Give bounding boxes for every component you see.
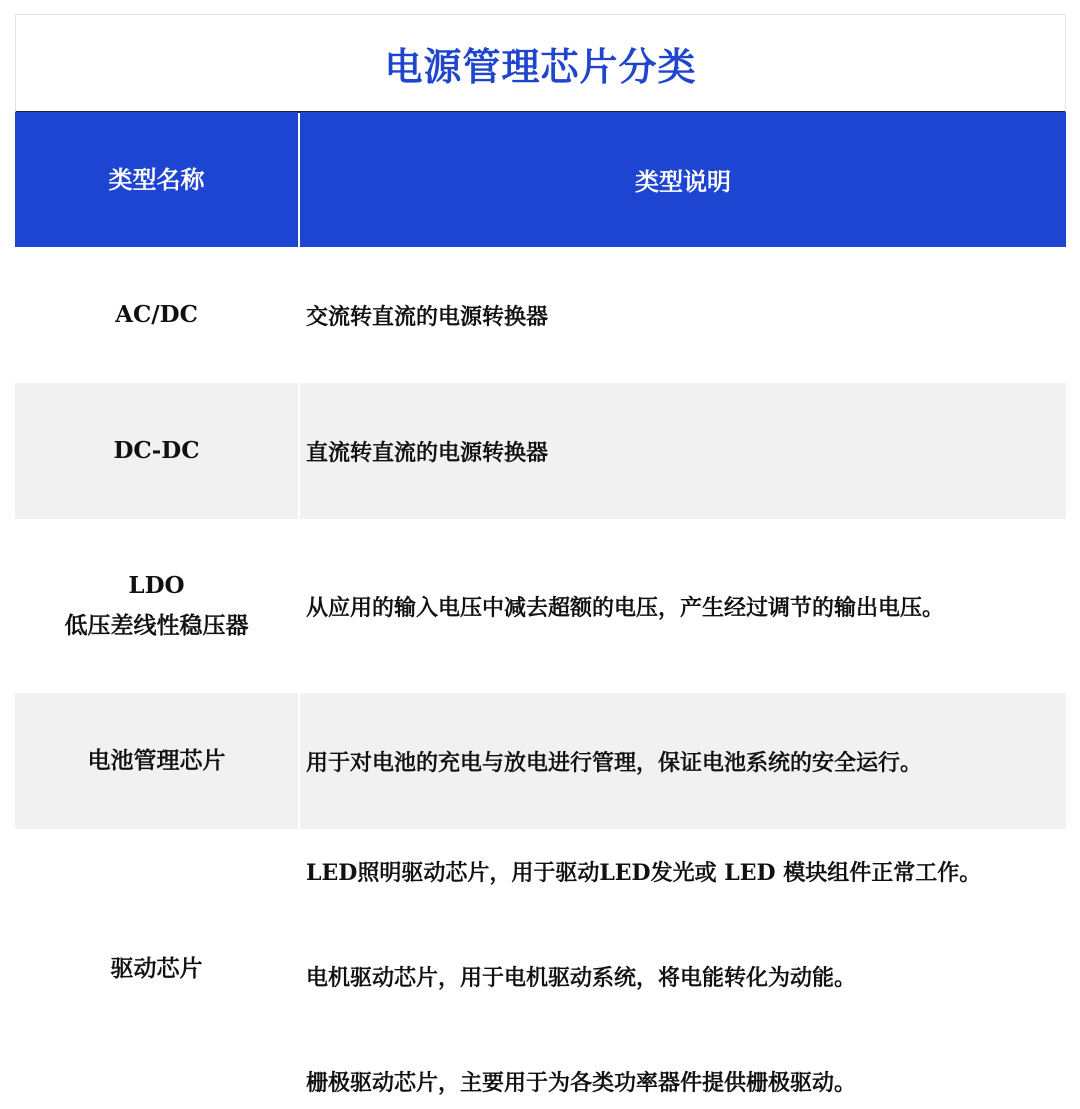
row-desc-cell <box>300 829 1066 1109</box>
row-type-cell: 驱动芯片 <box>110 955 203 982</box>
row-type-line2: 低压差线性稳压器 <box>64 612 249 639</box>
table-row <box>15 519 1066 693</box>
page <box>15 14 1066 1096</box>
row-desc-cell: 交流转直流的电源转换器 <box>306 303 549 330</box>
row-type-cell <box>15 519 298 693</box>
table-row <box>15 247 1066 383</box>
table-row <box>15 383 1066 519</box>
row-type-cell: AC/DC <box>115 301 198 328</box>
row-desc-cell: 直流转直流的电源转换器 <box>300 383 1066 519</box>
row-desc-cell: 用于对电池的充电与放电进行管理，保证电池系统的安全运行。 <box>300 693 1066 829</box>
desc-list <box>306 829 981 1109</box>
header-type-desc: 类型说明 <box>300 112 1066 247</box>
table-row <box>15 829 1066 1109</box>
desc-item: 电机驱动芯片，用于电机驱动系统，将电能转化为动能。 <box>306 965 857 991</box>
row-type-cell: 电池管理芯片 <box>15 693 298 829</box>
desc-item: 栅极驱动芯片，主要用于为各类功率器件提供栅极驱动。 <box>306 1070 857 1096</box>
header-type-name: 类型名称 <box>15 112 298 247</box>
table-row <box>15 693 1066 829</box>
title-box <box>15 14 1066 113</box>
desc-item: LED照明驱动芯片，用于驱动LED发光或 LED 模块组件正常工作。 <box>306 860 982 886</box>
page-title: 电源管理芯片分类 <box>384 43 697 89</box>
row-desc-cell: 从应用的输入电压中减去超额的电压，产生经过调节的输出电压。 <box>306 594 945 621</box>
table-header-row <box>15 112 1066 247</box>
row-type-line1: LDO <box>128 572 185 599</box>
classification-table <box>15 112 1066 1109</box>
row-type-cell: DC-DC <box>15 383 298 519</box>
